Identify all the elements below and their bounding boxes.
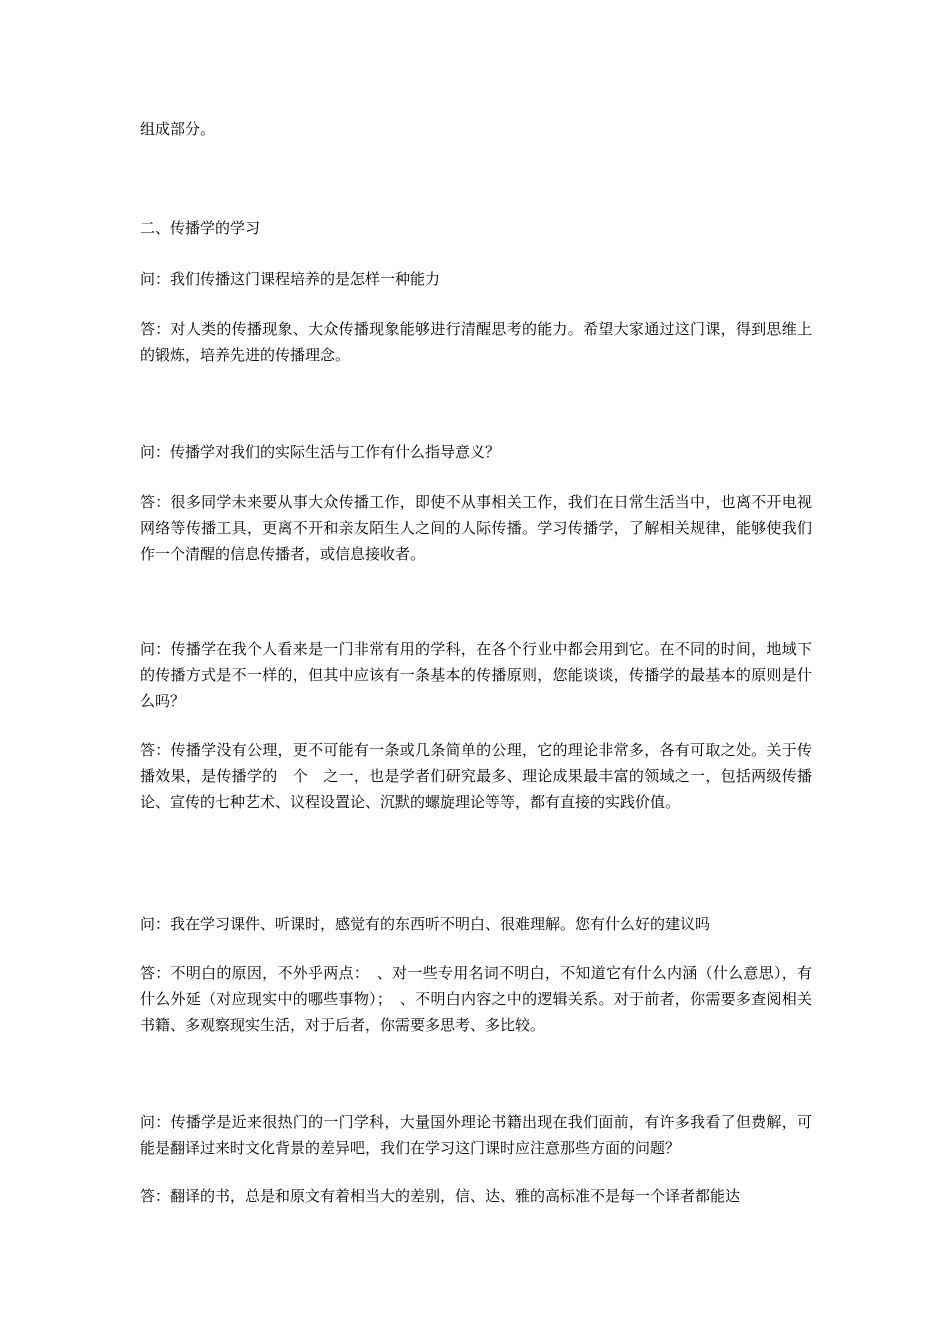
question-2: 问：传播学对我们的实际生活与工作有什么指导意义？ (140, 443, 501, 461)
answer-3: 答：传播学没有公理，更不可能有一条或几条简单的公理，它的理论非常多，各有可取之处。关于传播效果，是传播学的 个 之一，也是学者们研究最多、理论成果最丰富的领域之一，包括两级传播论、宣传的七种艺术、议程设置论、沉默的螺旋理论等等，都有直接的实践价值。 (140, 741, 812, 811)
answer-1: 答：对人类的传播现象、大众传播现象能够进行清醒思考的能力。希望大家通过这门课，得到思维上的锻炼，培养先进的传播理念。 (140, 320, 812, 364)
question-4: 问：我在学习课件、听课时，感觉有的东西听不明白、很难理解。您有什么好的建议吗 (140, 915, 711, 933)
question-1: 问：我们传播这门课程培养的是怎样一种能力 (140, 270, 441, 288)
answer-4: 答：不明白的原因，不外乎两点： 、对一些专用名词不明白，不知道它有什么内涵（什么意思），有什么外延（对应现实中的哪些事物）； 、不明白内容之中的逻辑关系。对于前者，你需要多查阅相关书籍、多观察现实生活，对于后者，你需要多思考、多比较。 (140, 964, 812, 1034)
paragraph-continuation: 组成部分。 (140, 120, 216, 138)
question-5: 问：传播学是近来很热门的一门学科，大量国外理论书籍出现在我们面前，有许多我看了但费解，可能是翻译过来时文化背景的差异吧，我们在学习这门课时应注意那些方面的问题？ (140, 1113, 812, 1157)
answer-5: 答：翻译的书，总是和原文有着相当大的差别，信、达、雅的高标准不是每一个译者都能达 (140, 1187, 741, 1205)
answer-2: 答：很多同学未来要从事大众传播工作，即使不从事相关工作，我们在日常生活当中，也离不开电视网络等传播工具，更离不开和亲友陌生人之间的人际传播。学习传播学，了解相关规律，能够使我们作一个清醒的信息传播者，或信息接收者。 (140, 493, 812, 563)
question-3: 问：传播学在我个人看来是一门非常有用的学科，在各个行业中都会用到它。在不同的时间，地域下的传播方式是不一样的，但其中应该有一条基本的传播原则，您能谈谈，传播学的最基本的原则是什么吗？ (140, 640, 812, 710)
section-heading: 二、传播学的学习 (140, 219, 261, 237)
